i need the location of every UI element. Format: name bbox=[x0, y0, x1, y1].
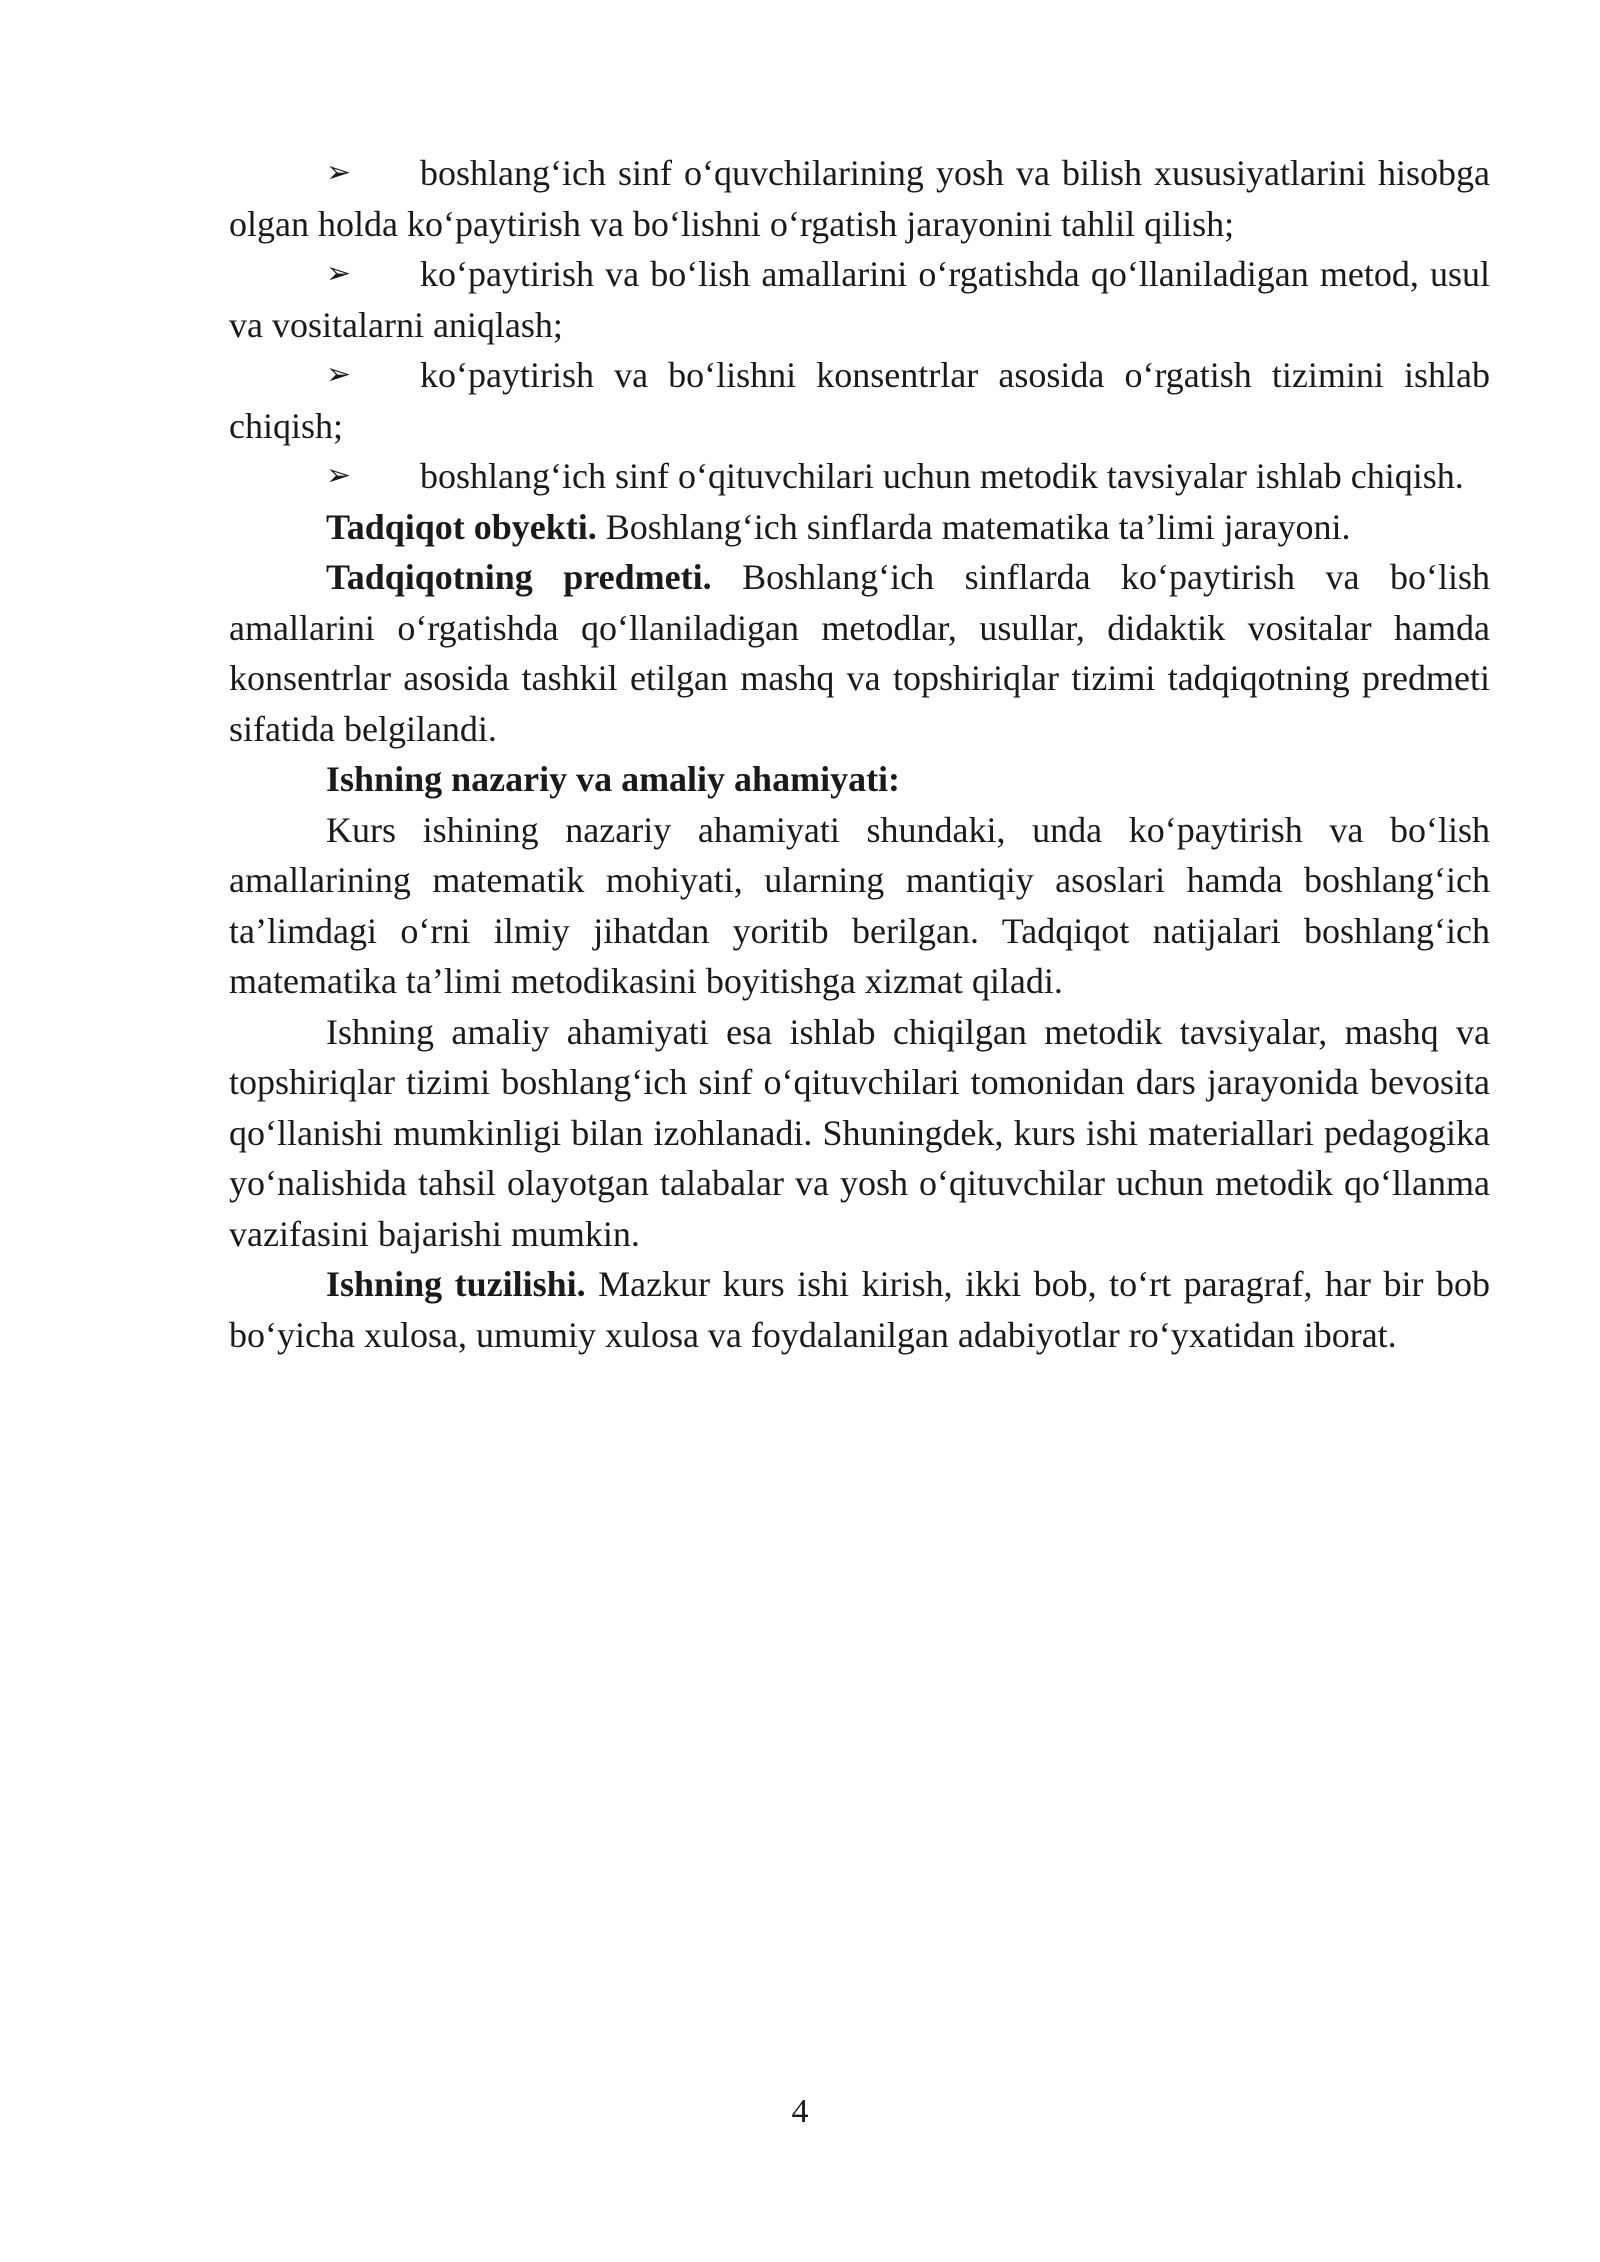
arrow-bullet-icon: ➢ bbox=[326, 155, 352, 190]
research-object-text: Boshlang‘ich sinflarda matematika ta’limi jarayoni. bbox=[596, 506, 1351, 547]
significance-heading: Ishning nazariy va amaliy ahamiyati: bbox=[326, 759, 901, 799]
bullet-item bbox=[229, 249, 1490, 350]
arrow-bullet-icon: ➢ bbox=[326, 256, 352, 291]
research-subject-text: Boshlang‘ich sinflarda ko‘paytirish va bo‘lish amallarini o‘rgatishda qo‘llaniladigan metodlar, usullar, didaktik vositalar hamda konsentrlar asosida tashkil etilgan mashq va topshiriqlar tizimi tadqiqotning predmeti sifatida belgilandi. bbox=[229, 557, 1490, 749]
bullet-text: ko‘paytirish va bo‘lishni konsentrlar asosida o‘rgatish tizimini ishlab chiqish; bbox=[229, 355, 1490, 446]
page-number: 4 bbox=[791, 2093, 809, 2130]
arrow-bullet-icon: ➢ bbox=[326, 458, 352, 493]
research-subject-label: Tadqiqotning predmeti. bbox=[326, 557, 712, 597]
work-structure-text: Mazkur kurs ishi kirish, ikki bob, to‘rt paragraf, har bir bob bo‘yicha xulosa, umumiy xulosa va foydalanilgan adabiyotlar ro‘yxatidan iborat. bbox=[229, 1264, 1490, 1355]
practical-significance-paragraph: Ishning amaliy ahamiyati esa ishlab chiqilgan metodik tavsiyalar, mashq va topshiriqlar tizimi boshlang‘ich sinf o‘qituvchilari tomonidan dars jarayonida bevosita qo‘llanishi mumkinligi bilan izohlanadi. Shuningdek, kurs ishi materiallari pedagogika yo‘nalishida tahsil olayotgan talabalar va yosh o‘qituvchilar uchun metodik qo‘llanma vazifasini bajarishi mumkin. bbox=[229, 1011, 1490, 1254]
bullet-text: boshlang‘ich sinf o‘quvchilarining yosh va bilish xususiyatlarini hisobga olgan holda ko‘paytirish va bo‘lishni o‘rgatish jarayonini tahlil qilish; bbox=[229, 153, 1490, 244]
research-subject-paragraph bbox=[229, 552, 1490, 754]
bullet-item bbox=[229, 350, 1490, 451]
work-structure-label: Ishning tuzilishi. bbox=[326, 1264, 586, 1304]
work-structure-paragraph bbox=[229, 1259, 1490, 1360]
research-object-label: Tadqiqot obyekti. bbox=[326, 506, 597, 547]
bullet-item bbox=[229, 451, 1490, 502]
bullet-text: boshlang‘ich sinf o‘qituvchilari uchun metodik tavsiyalar ishlab chiqish. bbox=[420, 456, 1464, 496]
arrow-bullet-icon: ➢ bbox=[326, 357, 352, 392]
bullet-text: ko‘paytirish va bo‘lish amallarini o‘rgatishda qo‘llaniladigan metod, usul va vositalarni aniqlash; bbox=[229, 254, 1490, 345]
bullet-item bbox=[229, 148, 1490, 249]
research-object-paragraph bbox=[229, 502, 1490, 553]
theoretical-significance-paragraph: Kurs ishining nazariy ahamiyati shundaki, unda ko‘paytirish va bo‘lish amallarining matematik mohiyati, ularning mantiqiy asoslari hamda boshlang‘ich ta’limdagi o‘rni ilmiy jihatdan yoritib berilgan. Tadqiqot natijalari boshlang‘ich matematika ta’limi metodikasini boyitishga xizmat qiladi. bbox=[229, 809, 1490, 1001]
page-body bbox=[229, 148, 1490, 1360]
